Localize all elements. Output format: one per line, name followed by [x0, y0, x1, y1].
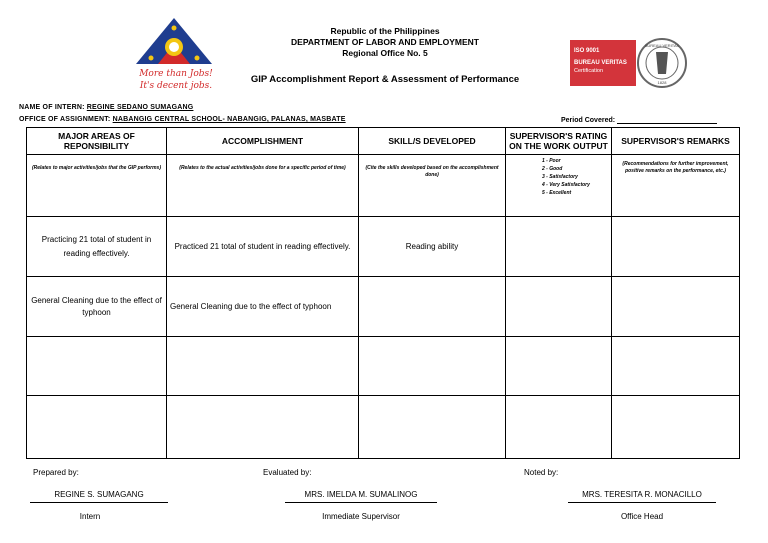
intern-name-label: NAME OF INTERN:	[19, 104, 85, 111]
report-title: GIP Accomplishment Report & Assessment of Performance	[250, 74, 520, 85]
iso-label: ISO 9001	[574, 48, 600, 54]
cell-rating[interactable]	[506, 337, 612, 396]
table-row	[27, 337, 740, 396]
prepared-by-label: Prepared by:	[33, 468, 79, 477]
office-line	[19, 116, 346, 123]
logo-star	[195, 56, 200, 61]
cell-accomplishment[interactable]	[167, 337, 359, 396]
table-row	[27, 277, 740, 337]
regional-office-line: Regional Office No. 5	[342, 48, 428, 58]
evaluated-by-name: MRS. IMELDA M. SUMALINOG	[285, 490, 437, 503]
cell-rating[interactable]	[506, 396, 612, 459]
department-line: DEPARTMENT OF LABOR AND EMPLOYMENT	[291, 37, 479, 47]
office-value: NABANGIG CENTRAL SCHOOL- NABANGIG, PALANAS, MASBATE	[112, 116, 346, 123]
header-areas: MAJOR AREAS OF REPONSIBILITY	[27, 128, 167, 155]
logo-star	[172, 26, 177, 31]
evaluated-by-label: Evaluated by:	[263, 468, 312, 477]
cell-accomplishment[interactable]: General Cleaning due to the effect of typhoon	[167, 277, 359, 337]
table-description-row	[27, 155, 740, 217]
prepared-by-name: REGINE S. SUMAGANG	[30, 490, 168, 503]
republic-line: Republic of the Philippines	[330, 26, 440, 36]
period-blank[interactable]	[617, 116, 717, 124]
cell-remarks[interactable]	[612, 277, 740, 337]
intern-name-line	[19, 104, 193, 111]
logo-slogan-line2: It's decent jobs.	[139, 81, 213, 91]
cell-accomplishment[interactable]: Practiced 21 total of student in reading effectively.	[167, 217, 359, 277]
rating-scale-item: 5 - Excellent	[542, 190, 572, 196]
table-row	[27, 396, 740, 459]
desc-areas: (Relates to major activities/jobs that the GIP performs)	[27, 155, 167, 217]
period-label: Period Covered:	[561, 117, 616, 124]
bureau-label: BUREAU VERITAS	[574, 60, 627, 66]
cell-skill[interactable]	[359, 277, 506, 337]
seal-year: 1828	[657, 80, 667, 85]
header-skills: SKILL/S DEVELOPED	[359, 128, 506, 155]
cell-rating[interactable]	[506, 217, 612, 277]
table-header-row	[27, 128, 740, 155]
cert-label: Certification	[574, 68, 604, 74]
header-remarks: SUPERVISOR'S REMARKS	[612, 128, 740, 155]
cell-remarks[interactable]	[612, 217, 740, 277]
seal-figure-icon	[656, 52, 668, 74]
intern-name-value: REGINE SEDANO SUMAGANG	[86, 104, 194, 111]
desc-remarks: (Recommendations for further improvement, positive remarks on the performance, etc.)	[612, 155, 740, 217]
office-label: OFFICE OF ASSIGNMENT:	[19, 116, 111, 123]
rating-scale-item: 3 - Satisfactory	[542, 174, 578, 180]
desc-skills: (Cite the skills developed based on the accomplishment done)	[359, 155, 506, 217]
desc-rating-scale	[506, 155, 612, 217]
iso-certification-badge	[570, 38, 690, 90]
rating-scale-item: 1 - Poor	[542, 158, 561, 164]
noted-by-role: Office Head	[620, 512, 664, 521]
cell-area[interactable]	[27, 337, 167, 396]
accomplishment-table	[26, 127, 740, 459]
rating-scale-item: 4 - Very Satisfactory	[542, 182, 590, 188]
cell-skill[interactable]: Reading ability	[359, 217, 506, 277]
header-accomplishment: ACCOMPLISHMENT	[167, 128, 359, 155]
cell-area[interactable]: General Cleaning due to the effect of typhoon	[27, 277, 167, 337]
noted-by-name: MRS. TERESITA R. MONACILLO	[568, 490, 716, 503]
cell-area[interactable]	[27, 396, 167, 459]
period-covered	[561, 116, 717, 124]
cell-accomplishment[interactable]	[167, 396, 359, 459]
logo-star	[149, 56, 154, 61]
table-row	[27, 217, 740, 277]
cell-remarks[interactable]	[612, 337, 740, 396]
dole-logo	[128, 14, 220, 92]
noted-by-label: Noted by:	[524, 468, 559, 477]
prepared-by-role: Intern	[79, 512, 101, 521]
logo-slogan-line1: More than Jobs!	[139, 69, 213, 79]
cell-area[interactable]: Practicing 21 total of student in reading effectively.	[27, 217, 167, 277]
seal-top-text: BUREAU VERITAS	[644, 43, 680, 48]
desc-accomplishment: (Relates to the actual activities/jobs done for a specific period of time)	[167, 155, 359, 217]
header-rating: SUPERVISOR'S RATING ON THE WORK OUTPUT	[506, 128, 612, 155]
cell-skill[interactable]	[359, 337, 506, 396]
evaluated-by-role: Immediate Supervisor	[322, 512, 400, 521]
cell-remarks[interactable]	[612, 396, 740, 459]
rating-scale-item: 2 - Good	[542, 166, 563, 172]
cell-rating[interactable]	[506, 277, 612, 337]
cell-skill[interactable]	[359, 396, 506, 459]
